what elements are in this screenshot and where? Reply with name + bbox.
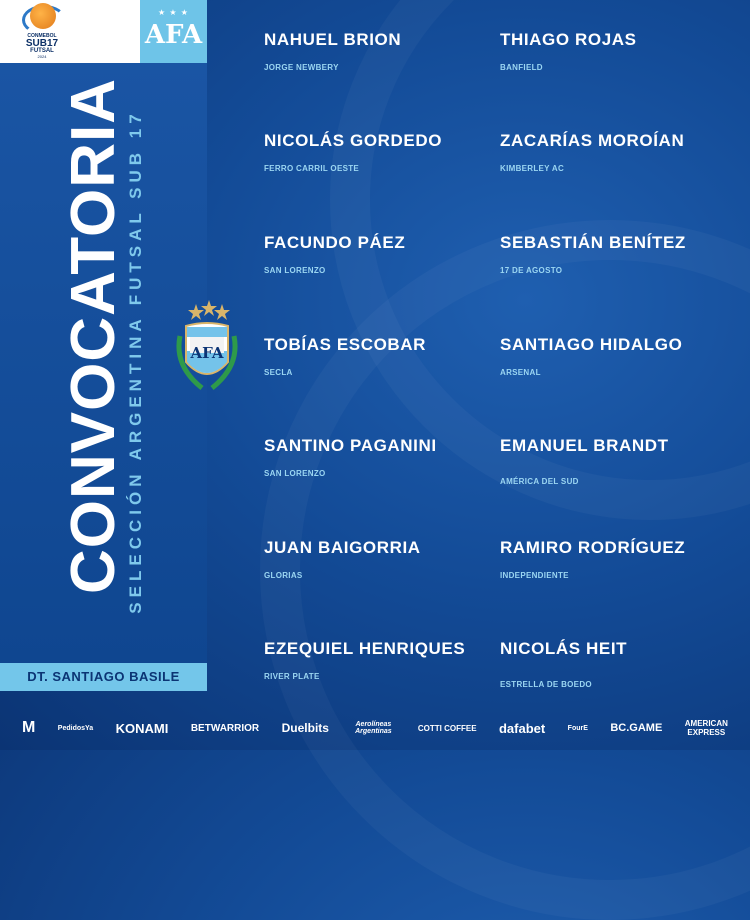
stars-icon: ★ ★ ★ <box>158 8 189 17</box>
player-club: BANFIELD <box>500 63 543 72</box>
player-name: SANTIAGO HIDALGO <box>500 335 683 354</box>
aerolineas-logo: Aerolíneas Argentinas <box>355 721 392 735</box>
player-name: JUAN BAIGORRIA <box>264 538 421 557</box>
page-title: CONVOCATORIA <box>59 77 128 595</box>
player-club: KIMBERLEY AC <box>500 164 565 173</box>
player-name: ZACARÍAS MOROÍAN <box>500 131 685 150</box>
afa-logo-box <box>140 0 207 63</box>
player-club: SAN LORENZO <box>264 266 326 275</box>
player-item <box>500 233 686 275</box>
player-name: TOBÍAS ESCOBAR <box>264 335 427 354</box>
player-club: INDEPENDIENTE <box>500 571 569 580</box>
pedidosya-logo: PedidosYa <box>57 724 94 732</box>
amex-line1: AMERICAN <box>684 719 728 728</box>
player-club: SAN LORENZO <box>264 469 326 478</box>
betwarrior-logo: BETWARRIOR <box>190 722 260 734</box>
player-name: EZEQUIEL HENRIQUES <box>264 639 466 658</box>
player-club: RIVER PLATE <box>264 672 320 681</box>
player-name: RAMIRO RODRÍGUEZ <box>500 538 686 557</box>
player-item <box>500 436 669 486</box>
bcgame-logo: BC.GAME <box>610 722 663 734</box>
player-item <box>264 335 427 377</box>
player-item <box>264 538 421 580</box>
page-subtitle: SELECCIÓN ARGENTINA FUTSAL SUB 17 <box>126 109 145 614</box>
cotti-coffee-logo: COTTI COFFEE <box>417 723 477 733</box>
player-club: ARSENAL <box>500 368 541 377</box>
player-item <box>500 639 628 689</box>
logo-line4: 2024 <box>37 54 47 59</box>
player-name: NAHUEL BRION <box>264 30 402 49</box>
player-item <box>264 639 466 681</box>
player-item <box>264 30 402 72</box>
amex-line2: EXPRESS <box>687 728 726 737</box>
player-item <box>264 131 443 173</box>
player-club: 17 DE AGOSTO <box>500 266 563 275</box>
duelbits-logo: Duelbits <box>281 721 329 735</box>
player-name: SANTINO PAGANINI <box>264 436 437 455</box>
player-club: AMÉRICA DEL SUD <box>500 477 579 486</box>
afa-letters: AFA <box>144 20 203 50</box>
player-item <box>500 131 685 173</box>
player-club: GLORIAS <box>264 571 303 580</box>
player-club: FERRO CARRIL OESTE <box>264 164 360 173</box>
foure-logo: FourE <box>567 724 588 732</box>
mcdonalds-logo: M <box>22 719 36 736</box>
background-swoosh <box>260 220 750 920</box>
player-item <box>264 436 437 478</box>
player-item <box>500 335 683 377</box>
player-item <box>500 30 637 72</box>
player-item <box>264 233 406 275</box>
ball-icon <box>30 3 56 29</box>
konami-logo: KONAMI <box>115 720 169 736</box>
american-express-logo <box>685 719 728 737</box>
player-club: ESTRELLA DE BOEDO <box>500 680 592 689</box>
player-name: THIAGO ROJAS <box>500 30 637 49</box>
player-name: SEBASTIÁN BENÍTEZ <box>500 233 686 252</box>
dafabet-logo: dafabet <box>498 720 546 736</box>
player-name: EMANUEL BRANDT <box>500 436 669 455</box>
player-name: FACUNDO PÁEZ <box>264 233 406 252</box>
logo-line3: FUTSAL <box>30 48 54 54</box>
sponsors-bar <box>0 706 750 750</box>
player-item <box>500 538 686 580</box>
logo-line1: CONMEBOL <box>27 33 57 39</box>
crest-letters: AFA <box>190 344 224 362</box>
logo-line2: SUB17 <box>25 38 59 49</box>
coach-label: DT. SANTIAGO BASILE <box>0 663 207 691</box>
player-name: NICOLÁS GORDEDO <box>264 131 443 150</box>
player-club: SECLA <box>264 368 293 377</box>
player-name: NICOLÁS HEIT <box>500 639 628 658</box>
player-club: JORGE NEWBERY <box>264 63 339 72</box>
